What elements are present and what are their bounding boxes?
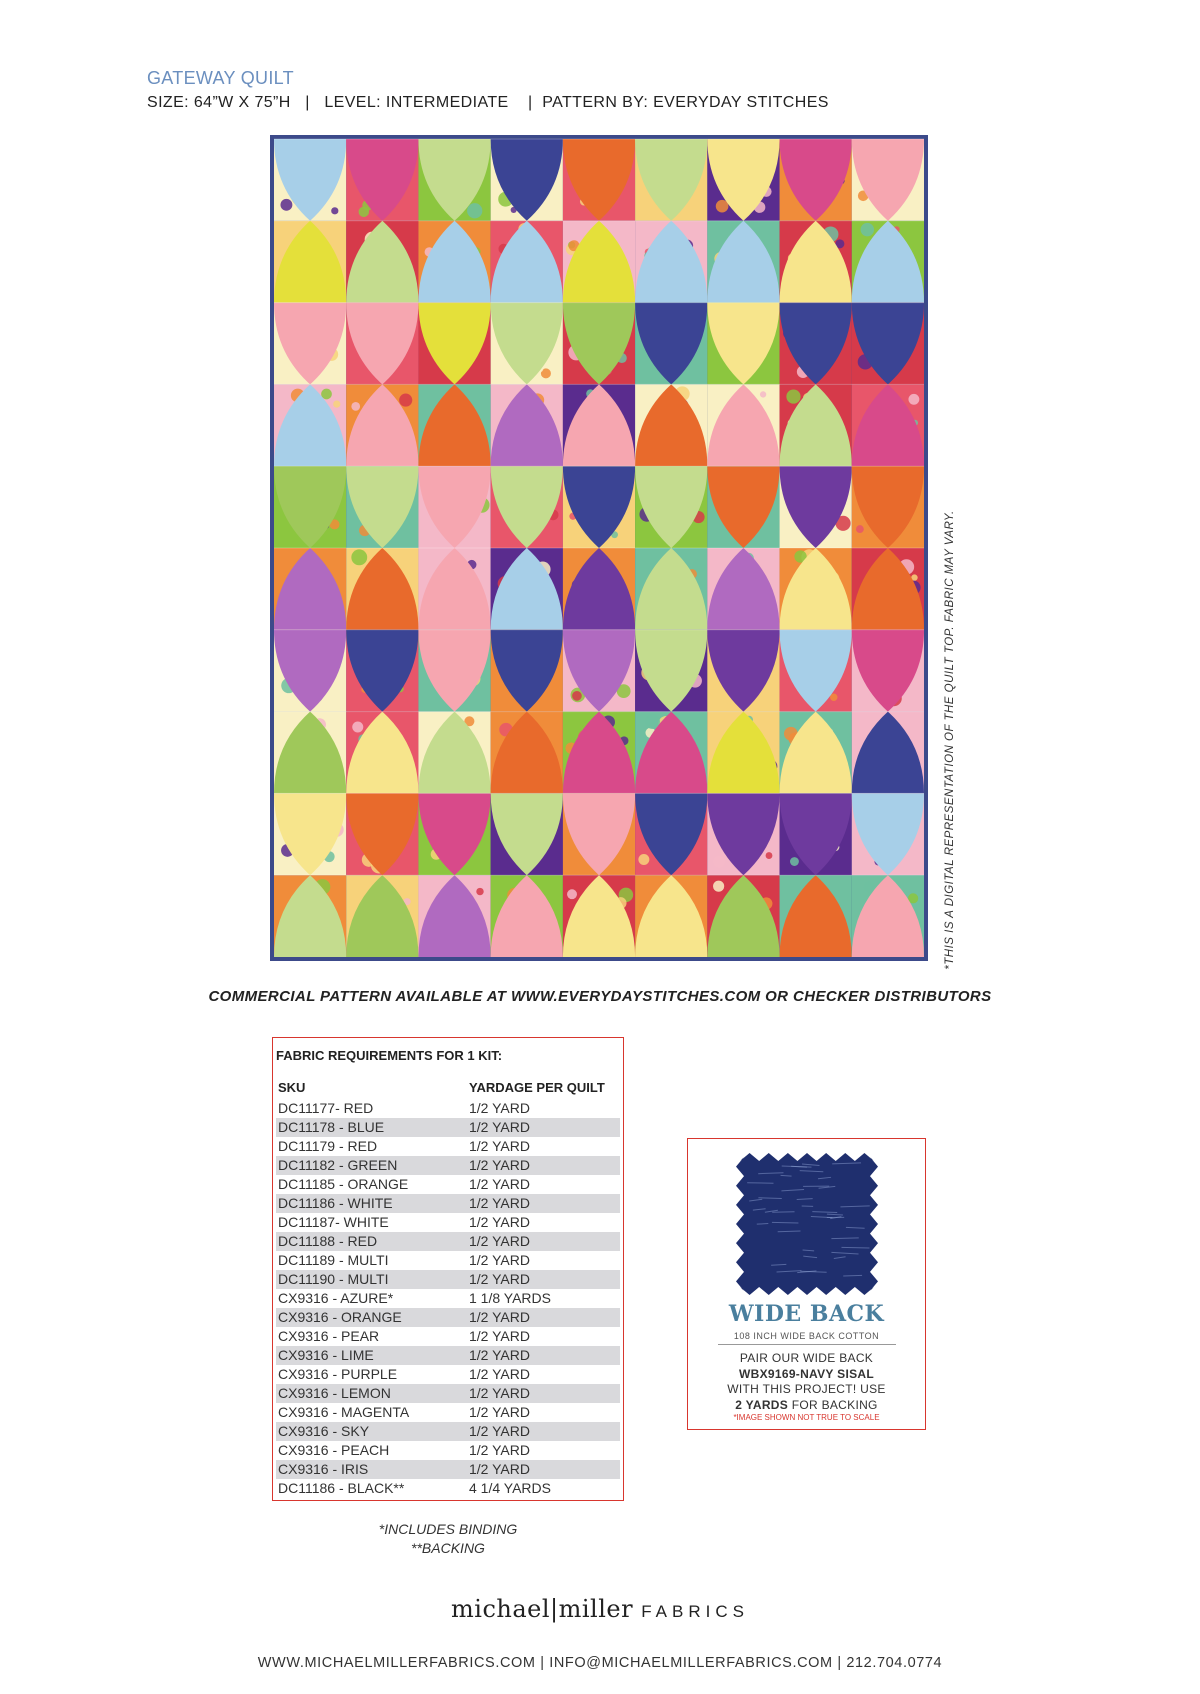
quilt-illustration [270,135,928,961]
print-motif [644,202,651,209]
sisal-texture [781,1175,792,1176]
table-row [276,1194,620,1213]
sku-cell: DC11178 - BLUE [278,1119,385,1135]
print-motif [790,857,799,866]
sku-cell: CX9316 - LEMON [278,1385,391,1401]
print-motif [351,402,360,411]
print-motif [713,856,725,868]
table-row [276,1137,620,1156]
sku-cell: CX9316 - LIME [278,1347,374,1363]
table-row [276,1422,620,1441]
sisal-texture [843,1275,862,1276]
sisal-texture [778,1231,801,1232]
print-motif [333,400,340,407]
binding-footnote: *INCLUDES BINDING [378,1521,518,1537]
print-motif [331,207,338,214]
table-row [276,1251,620,1270]
table-row [276,1099,620,1118]
yardage-cell: 1/2 YARD [469,1157,530,1173]
sku-cell: DC11188 - RED [278,1233,378,1249]
table-row [276,1118,620,1137]
sku-cell: DC11185 - ORANGE [278,1176,409,1192]
print-motif [277,857,291,871]
yardage-cell: 1/2 YARD [469,1347,530,1363]
print-motif [572,691,582,701]
table-row [276,1384,620,1403]
table-row [276,1365,620,1384]
wide-back-yardage: 2 YARDS [735,1397,789,1412]
table-row [276,1156,620,1175]
yardage-cell: 4 1/4 YARDS [469,1480,551,1496]
divider [718,1344,896,1345]
requirements-heading: FABRIC REQUIREMENTS FOR 1 KIT: [276,1048,503,1063]
table-row [276,1346,620,1365]
print-motif [861,223,874,236]
wide-back-sku: WBX9169-NAVY SISAL [739,1366,874,1381]
sku-cell: CX9316 - AZURE* [278,1290,394,1306]
yardage-cell: 1/2 YARD [469,1442,530,1458]
table-row [276,1270,620,1289]
table-row [276,1479,620,1498]
scale-disclaimer: *IMAGE SHOWN NOT TRUE TO SCALE [733,1413,880,1422]
logo-wordmark: michael|miller [451,1595,634,1623]
print-motif [394,369,408,383]
yardage-cell: 1/2 YARD [469,1423,530,1439]
table-row [276,1460,620,1479]
yardage-cell: 1/2 YARD [469,1195,530,1211]
requirements-rows [276,1099,620,1498]
print-motif [638,854,649,865]
digital-representation-note: *THIS IS A DIGITAL REPRESENTATION OF THE QUILT TOP. FABRIC MAY VARY. [944,510,956,970]
print-motif [856,525,864,533]
sisal-texture [757,1224,769,1225]
commercial-pattern-notice: COMMERCIAL PATTERN AVAILABLE AT WWW.EVERYDAYSTITCHES.COM OR CHECKER DISTRIBUTORS [208,988,992,1005]
wide-back-line-3: WITH THIS PROJECT! USE [727,1382,886,1396]
yardage-cell: 1 1/8 YARDS [469,1290,551,1306]
sisal-texture [747,1183,773,1184]
print-motif [713,881,724,892]
sku-cell: DC11179 - RED [278,1138,378,1154]
yardage-cell: 1/2 YARD [469,1100,530,1116]
yardage-column-header: YARDAGE PER QUILT [469,1080,605,1095]
michael-miller-logo [0,1595,1200,1623]
print-motif [352,721,363,732]
yardage-cell: 1/2 YARD [469,1366,530,1382]
table-row [276,1327,620,1346]
print-motif [467,203,482,218]
logo-fabrics: FABRICS [641,1602,749,1621]
wide-back-title: WIDE BACK [728,1301,885,1327]
sku-cell: CX9316 - ORANGE [278,1309,402,1325]
print-motif [908,394,919,405]
sisal-texture [758,1198,781,1199]
wide-back-line-4: FOR BACKING [788,1397,878,1412]
print-motif [766,852,773,859]
print-motif [786,389,800,403]
sku-column-header: SKU [278,1080,306,1095]
table-row [276,1232,620,1251]
sku-cell: DC11182 - GREEN [278,1157,398,1173]
yardage-cell: 1/2 YARD [469,1119,530,1135]
sku-cell: CX9316 - PEACH [278,1442,390,1458]
sisal-texture [841,1247,869,1248]
table-row [276,1175,620,1194]
wide-back-subtitle: 108 INCH WIDE BACK COTTON [733,1331,880,1341]
print-motif [760,391,766,397]
yardage-cell: 1/2 YARD [469,1271,530,1287]
sku-cell: DC11189 - MULTI [278,1252,389,1268]
yardage-cell: 1/2 YARD [469,1385,530,1401]
print-motif [280,199,292,211]
fabric-swatch-image [732,1149,882,1299]
wide-back-promo [687,1138,926,1430]
sku-cell: DC11187- WHITE [278,1214,389,1230]
page-title: GATEWAY QUILT [147,68,294,88]
yardage-cell: 1/2 YARD [469,1176,530,1192]
sku-cell: DC11186 - BLACK** [278,1480,405,1496]
print-motif [399,394,412,407]
table-row [276,1403,620,1422]
sku-cell: DC11177- RED [278,1100,374,1116]
yardage-cell: 1/2 YARD [469,1138,530,1154]
requirements-footnotes [272,1520,624,1558]
yardage-cell: 1/2 YARD [469,1214,530,1230]
sisal-texture [772,1212,794,1213]
yardage-cell: 1/2 YARD [469,1309,530,1325]
print-motif [476,888,483,895]
sku-cell: CX9316 - SKY [278,1423,370,1439]
sku-cell: CX9316 - MAGENTA [278,1404,410,1420]
yardage-cell: 1/2 YARD [469,1328,530,1344]
wide-back-line-1: PAIR OUR WIDE BACK [739,1351,874,1365]
pattern-details: SIZE: 64”W X 75”H | LEVEL: INTERMEDIATE | PATTERN BY: EVERYDAY STITCHES [147,94,829,111]
sisal-texture [772,1222,798,1223]
yardage-cell: 1/2 YARD [469,1404,530,1420]
fabric-requirements-table [272,1037,624,1501]
yardage-cell: 1/2 YARD [469,1233,530,1249]
sku-cell: DC11190 - MULTI [278,1271,389,1287]
yardage-cell: 1/2 YARD [469,1461,530,1477]
table-row [276,1308,620,1327]
sku-cell: CX9316 - IRIS [278,1461,369,1477]
backing-footnote: **BACKING [411,1540,485,1556]
sku-cell: DC11186 - WHITE [278,1195,393,1211]
sku-cell: CX9316 - PURPLE [278,1366,398,1382]
table-row [276,1441,620,1460]
contact-info: WWW.MICHAELMILLERFABRICS.COM | INFO@MICHAELMILLERFABRICS.COM | 212.704.0774 [257,1655,943,1671]
table-row [276,1213,620,1232]
print-motif [864,881,875,892]
table-row [276,1289,620,1308]
print-motif [567,889,577,899]
yardage-cell: 1/2 YARD [469,1252,530,1268]
sku-cell: CX9316 - PEAR [278,1328,380,1344]
print-motif [351,549,367,565]
wide-back-description [688,1351,925,1413]
